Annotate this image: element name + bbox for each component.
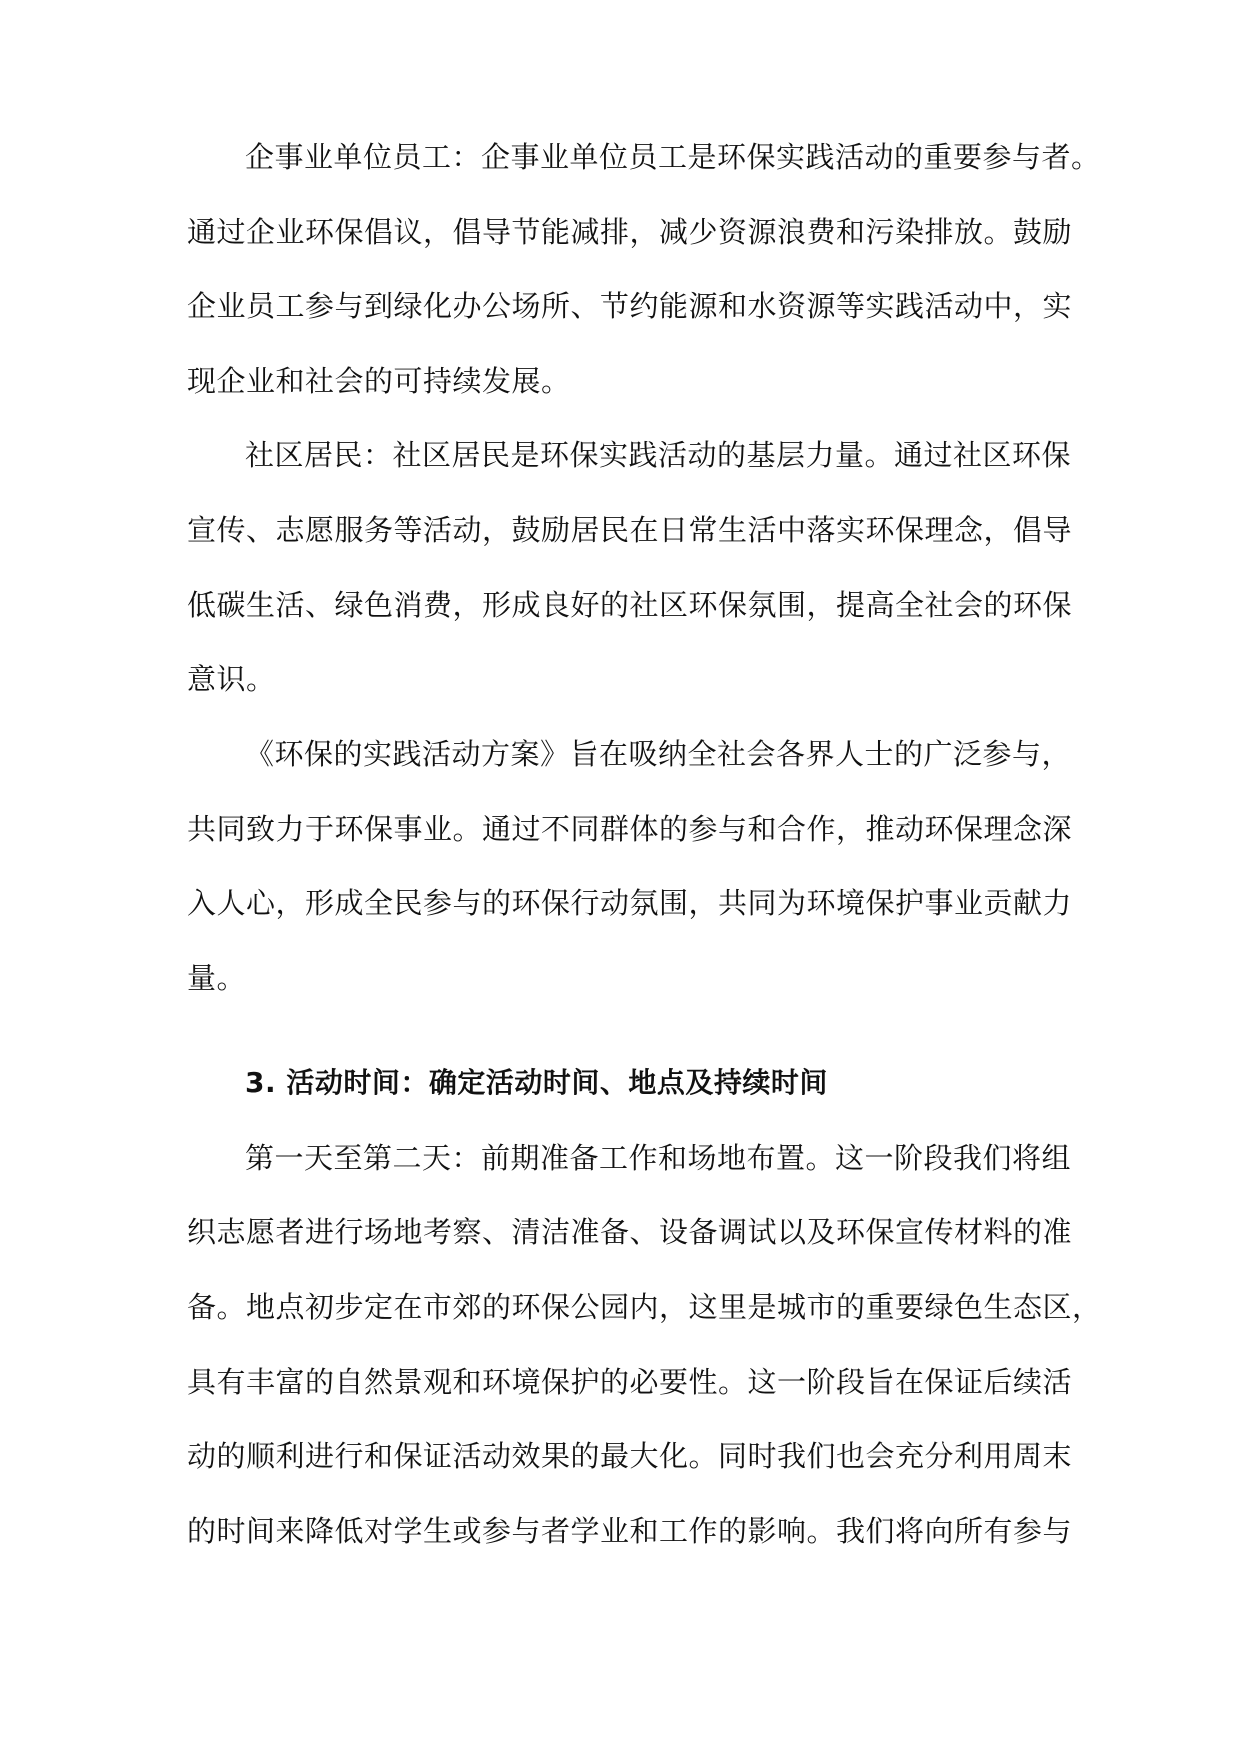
paragraph-line: 具有丰富的自然景观和环境保护的必要性。这一阶段旨在保证后续活 — [187, 1365, 1073, 1399]
paragraph-line: 低碳生活、绿色消费，形成良好的社区环保氛围，提高全社会的环保 — [187, 588, 1073, 622]
paragraph-line: 动的顺利进行和保证活动效果的最大化。同时我们也会充分利用周末 — [187, 1439, 1073, 1473]
paragraph-line: 企事业单位员工：企事业单位员工是环保实践活动的重要参与者。 — [245, 140, 1101, 174]
paragraph-line: 入人心，形成全民参与的环保行动氛围，共同为环境保护事业贡献力 — [187, 886, 1073, 920]
paragraph-line: 企业员工参与到绿化办公场所、节约能源和水资源等实践活动中，实 — [187, 289, 1073, 323]
paragraph-line: 现企业和社会的可持续发展。 — [187, 364, 571, 398]
paragraph-line: 织志愿者进行场地考察、清洁准备、设备调试以及环保宣传材料的准 — [187, 1215, 1073, 1249]
section-heading: 3. 活动时间：确定活动时间、地点及持续时间 — [245, 1066, 828, 1099]
paragraph-line: 第一天至第二天：前期准备工作和场地布置。这一阶段我们将组 — [245, 1141, 1072, 1175]
paragraph-line: 通过企业环保倡议，倡导节能减排，减少资源浪费和污染排放。鼓励 — [187, 215, 1073, 249]
paragraph-line: 共同致力于环保事业。通过不同群体的参与和合作，推动环保理念深 — [187, 812, 1073, 846]
paragraph-line: 社区居民：社区居民是环保实践活动的基层力量。通过社区环保 — [245, 438, 1072, 472]
paragraph-line: 《环保的实践活动方案》旨在吸纳全社会各界人士的广泛参与， — [245, 737, 1072, 771]
paragraph-line: 意识。 — [187, 662, 276, 696]
paragraph-line: 宣传、志愿服务等活动，鼓励居民在日常生活中落实环保理念，倡导 — [187, 513, 1073, 547]
paragraph-line: 备。地点初步定在市郊的环保公园内，这里是城市的重要绿色生态区， — [187, 1290, 1102, 1324]
paragraph-line: 量。 — [187, 961, 247, 995]
paragraph-line: 的时间来降低对学生或参与者学业和工作的影响。我们将向所有参与 — [187, 1514, 1073, 1548]
